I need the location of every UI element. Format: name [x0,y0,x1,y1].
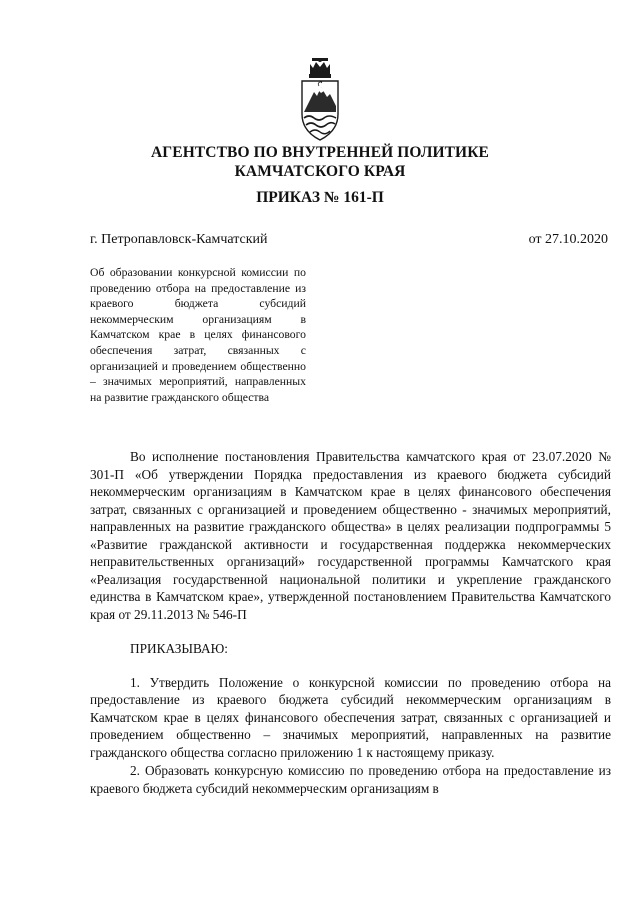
coat-of-arms-icon [298,56,342,142]
preamble-paragraph: Во исполнение постановления Правительства камчатского края от 23.07.2020 № 301-П «Об утверждении Порядка предоставления из краевого бюджета субсидий некоммерческим организациям в Камчатском крае в целях финансового обеспечения затрат, связанных с организацией и проведением общественно - значимых мероприятий, направленных на развитие гражданского общества» в целях реализации подпрограммы 5 «Развитие гражданской активности и государственная поддержка некоммерческих неправительственных организаций» государственной программы Камчатского края «Реализация государственной национальной политики и укрепление гражданского единства в Камчатском крае», утвержденной постановлением Правительства Камчатского края от 29.11.2013 № 546-П [90,449,611,622]
order-directive: ПРИКАЗЫВАЮ: [130,641,228,656]
order-number: ПРИКАЗ № 161-П [256,189,384,206]
issue-place: г. Петропавловск-Камчатский [90,232,268,247]
organization-heading [0,143,640,181]
issue-date: от 27.10.2020 [528,232,608,247]
order-body [90,448,611,798]
order-item-1: 1. Утвердить Положение о конкурсной комиссии по проведению отбора на предоставление из краевого бюджета субсидий некоммерческим организациям в Камчатском крае в целях финансового обеспечения затрат, связанных с организацией и проведением общественно – значимых мероприятий, направленных на развитие гражданского общества согласно приложению 1 к настоящему приказу. [90,674,611,760]
order-item-2: 2. Образовать конкурсную комиссию по проведению отбора на предоставление из краевого бюджета субсидий некоммерческим организациям в [90,763,611,796]
organization-name-line1: АГЕНТСТВО ПО ВНУТРЕННЕЙ ПОЛИТИКЕ [151,144,489,161]
organization-name-line2: КАМЧАТСКОГО КРАЯ [234,163,406,180]
order-subject: Об образовании конкурсной комиссии по проведению отбора на предоставление из краевого бюджета субсидий некоммерческим организациям в Камчатском крае в целях финансового обеспечения затрат, связанных с организацией и проведением общественно – значимых мероприятий, направленных на развитие гражданского общества [90,266,306,404]
